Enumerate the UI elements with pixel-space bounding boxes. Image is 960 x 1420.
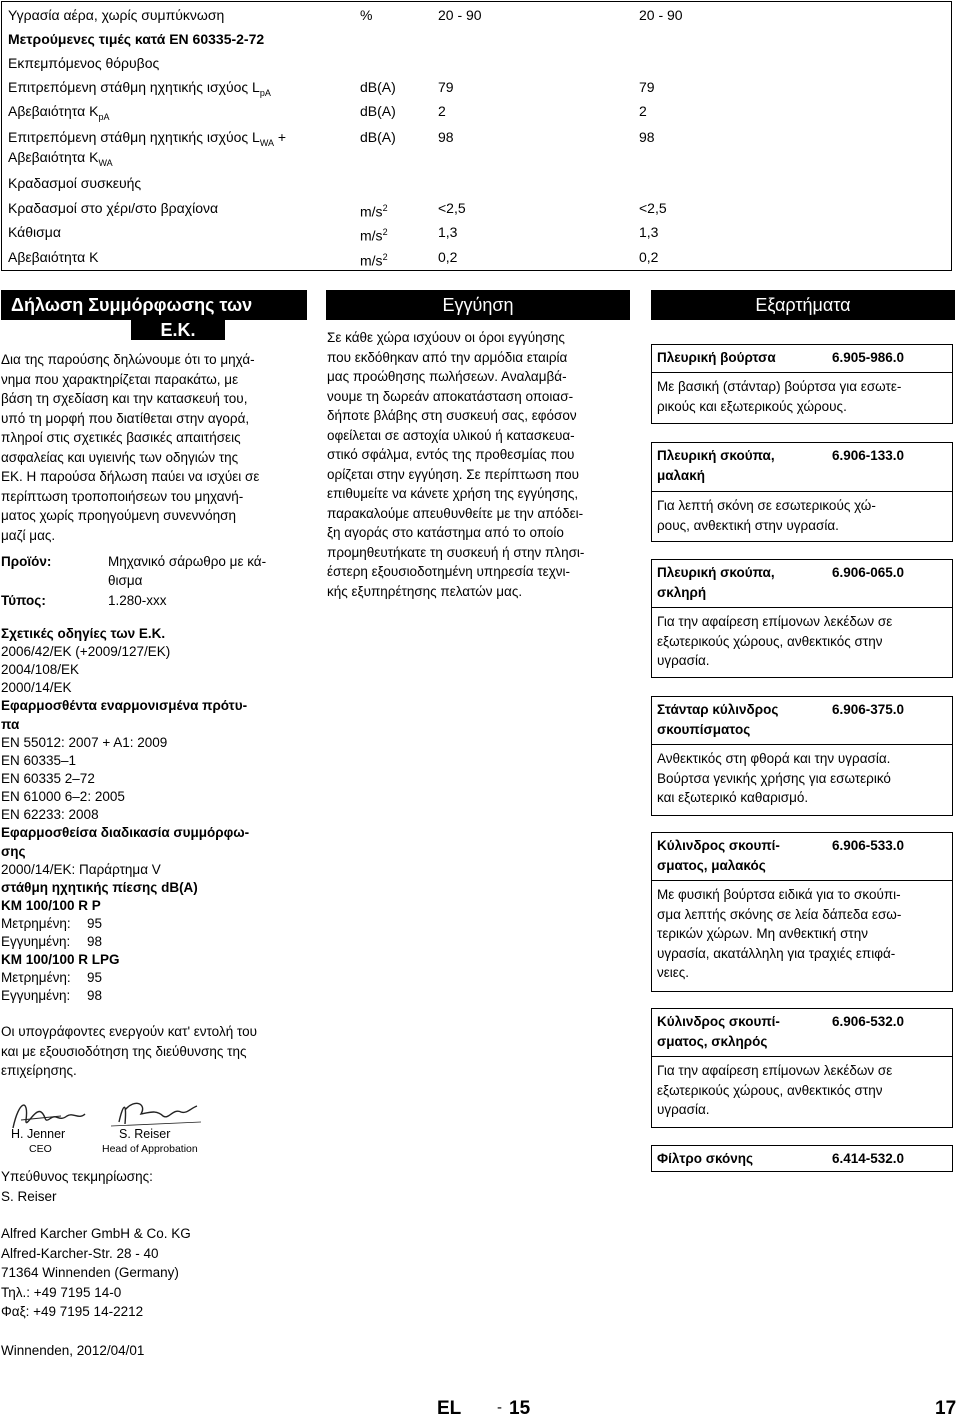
spec-unit: %	[360, 7, 373, 23]
accessory-description: Για την αφαίρεση επίμονων λεκέδων σε εξωτερικούς χώρους, ανθεκτικός στην υγρασία.	[657, 614, 893, 668]
accessory-description: Με βασική (στάνταρ) βούρτσα για εσωτε- ρικούς και εξωτερικούς χώρους.	[657, 379, 902, 414]
accessories-title: Εξαρτήματα	[651, 290, 955, 320]
standards-title-line2: πα	[1, 717, 20, 732]
place-date: Winnenden, 2012/04/01	[1, 1343, 145, 1358]
divider	[652, 372, 952, 373]
divider	[652, 880, 952, 881]
declaration-title: Δήλωση Συμμόρφωσης των	[1, 290, 307, 320]
directive: 2004/108/ΕΚ	[1, 662, 80, 677]
accessory-description: Με φυσική βούρτσα ειδικά για το σκούπι- σμα λεπτής σκόνης σε λεία δάπεδα εσω- τερικών χώρων. Μη ανθεκτική στην υγρασία, ακατάλληλη για τραχιές επιφά- νειες.	[657, 887, 902, 980]
standard: EN 60335 2–72	[1, 771, 95, 786]
procedure: 2000/14/ΕΚ: Παράρτημα V	[1, 862, 161, 877]
spec-label: Αβεβαιότητα $K_{WA}$	[8, 149, 113, 168]
spec-label: Υγρασία αέρα, χωρίς συμπύκνωση	[8, 7, 225, 23]
warranty-body: Σε κάθε χώρα ισχύουν οι όροι εγγύησης που εκδόθηκαν από την αρμόδια εταιρία μας προώθησης πωλήσεων. Αναλαμβά- νουμε τη δωρεάν αποκατάσταση οποιασ- δήποτε βλάβης στη συσκευή σας, εφόσον οφείλεται σε αστοχία υλικού ή κατασκευα- στικό σφάλμα, εντός της προθεσμίας που ορίζεται στην εγγύηση. Σε περίπτωση που επιθυμείτε να κάνετε χρήση της εγγύησης, παρακαλούμε απευθυνθείτε με την απόδει- ξη αγοράς στο κατάστημα από το οποίο προμηθευτήκατε τη συσκευή ή στην πλησι- έστερη εξουσιοδοτημένη υπηρεσία τεχνι- κής εξυπηρέτησης πελατών μας.	[327, 330, 585, 599]
product-info: Προϊόν: Μηχανικό σάρωθρο με κά- θισμα Τύπος: 1.280-xxx	[1, 554, 267, 608]
doc-responsible: Υπεύθυνος τεκμηρίωσης: S. Reiser	[1, 1169, 153, 1204]
standards-title: Εφαρμοσθέντα εναρμονισμένα πρότυ-	[1, 698, 248, 713]
accessory-number: 6.906-533.0	[832, 838, 905, 853]
accessory-number: 6.906-133.0	[832, 448, 905, 463]
accessory-name: Κύλινδρος σκουπί- σματος, μαλακός	[657, 838, 780, 873]
spec-label: Επιτρεπόμενη στάθμη ηχητικής ισχύος $L_{pA}$	[8, 79, 271, 98]
accessory-item	[651, 1145, 953, 1172]
declaration-body: Δια της παρούσης δηλώνουμε ότι το μηχά- νημα που χαρακτηρίζεται παρακάτω, με βάση τη σχεδίαση και την κατασκευή του, υπό τη μορφή που διατίθεται στην αγορά, πληροί στις σχετικές βασικές απαιτήσεις ασφαλείας και υγιεινής των οδηγιών της ΕΚ. Η παρούσα δήλωση παύει να ισχύει σε περίπτωση τροποποιήσεων του μηχανή- ματος χωρίς προηγούμενη συνεννόηση μαζί μας.	[1, 352, 260, 543]
accessory-item	[651, 559, 953, 678]
directive: 2000/14/ΕΚ	[1, 680, 72, 695]
guaranteed-value: Εγγυημένη: 98	[1, 934, 103, 949]
specs-table: Υγρασία αέρα, χωρίς συμπύκνωση % 20 - 90 20 - 90 Μετρούμενες τιμές κατά EN 60335-2-72 Εκπεμπόμενος θόρυβος Επιτρεπόμενη στάθμη ηχητικής ισχύος $L_{pA}$ dB(A) 79 79 Αβεβαιότητα $K_{pA}$ dB(A) 2 2 Επιτρεπόμενη στάθμη ηχητικής ισχύος $L_{WA}$ + dB(A) 98 98 Αβεβαιότητα $K_{WA}$ Κραδασμοί συσκευής Κραδασμοί στο χέρι/στο βραχίονα $m/s^2$ <2,5 <2,5 Κάθισμα $m/s^2$ 1,3 1,3 Αβεβαιότητα K $m/s^2$ 0,2 0,2	[1, 1, 952, 271]
accessory-description: Ανθεκτικός στη φθορά και την υγρασία. Βούρτσα γενικής χρήσης για εσωτερικό και εξωτερικό καθαρισμό.	[657, 751, 891, 805]
footer-page-local: 15	[509, 1398, 531, 1419]
accessory-description: Για την αφαίρεση επίμονων λεκέδων σε εξωτερικούς χώρους, ανθεκτικός στην υγρασία.	[657, 1063, 893, 1117]
footer-dash: -	[497, 1399, 502, 1416]
accessory-name: Πλευρική βούρτσα	[657, 350, 776, 365]
divider	[652, 1056, 952, 1057]
measured-value: Μετρημένη: 95	[1, 916, 103, 931]
directives-title: Σχετικές οδηγίες των Ε.Κ.	[1, 626, 166, 641]
accessory-item	[651, 1008, 953, 1128]
standard: EN 62233: 2008	[1, 807, 99, 822]
footer-language: EL	[437, 1398, 462, 1419]
accessory-number: 6.906-375.0	[832, 702, 905, 717]
sound-title: στάθμη ηχητικής πίεσης dB(A)	[1, 880, 198, 895]
spec-value-2: 20 - 90	[639, 7, 683, 23]
standard: EN 60335–1	[1, 753, 77, 768]
accessory-item	[651, 442, 953, 542]
spec-label: Αβεβαιότητα $K_{pA}$	[8, 103, 110, 122]
company-address: Alfred Karcher GmbH & Co. KG Alfred-Karcher-Str. 28 - 40 71364 Winnenden (Germany) Τηλ.: +49 7195 14-0 Φαξ: +49 7195 14-2212	[1, 1226, 191, 1319]
accessory-item	[651, 696, 953, 816]
accessory-item	[651, 832, 953, 992]
accessory-name: Στάνταρ κύλινδρος σκουπίσματος	[657, 702, 779, 737]
guaranteed-value: Εγγυημένη: 98	[1, 988, 103, 1003]
divider	[652, 744, 952, 745]
procedure-title-line2: σης	[1, 844, 26, 859]
model-name: KM 100/100 R LPG	[1, 952, 120, 967]
directive: 2006/42/ΕΚ (+2009/127/ΕΚ)	[1, 644, 171, 659]
accessory-number: 6.906-065.0	[832, 565, 905, 580]
accessory-name: Φίλτρο σκόνης	[657, 1151, 754, 1166]
standard: EN 55012: 2007 + A1: 2009	[1, 735, 168, 750]
accessory-name: Πλευρική σκούπα, μαλακή	[657, 448, 775, 483]
procedure-title: Εφαρμοσθείσα διαδικασία συμμόρφω-	[1, 825, 250, 840]
footer-page-number: 17	[935, 1398, 957, 1419]
spec-label: Επιτρεπόμενη στάθμη ηχητικής ισχύος $L_{WA}$ +	[8, 129, 287, 148]
signature-block: H. Jenner CEO S. Reiser Head of Approbation	[1, 1090, 221, 1160]
accessory-name: Κύλινδρος σκουπί- σματος, σκληρός	[657, 1014, 780, 1049]
signers-text: Οι υπογράφοντες ενεργούν κατ' εντολή του και με εξουσιοδότηση της διεύθυνσης της επιχείρησης.	[1, 1024, 257, 1078]
spec-value-1: 20 - 90	[438, 7, 482, 23]
accessory-description: Για λεπτή σκόνη σε εσωτερικούς χώ- ρους, ανθεκτική στην υγρασία.	[657, 498, 876, 533]
divider	[652, 491, 952, 492]
divider	[652, 607, 952, 608]
accessory-number: 6.414-532.0	[832, 1151, 905, 1166]
accessory-item	[651, 344, 953, 424]
declaration-title-line2: Ε.Κ.	[131, 320, 225, 340]
accessory-number: 6.906-532.0	[832, 1014, 905, 1029]
accessory-name: Πλευρική σκούπα, σκληρή	[657, 565, 775, 600]
model-name: KM 100/100 R P	[1, 898, 101, 913]
accessory-number: 6.905-986.0	[832, 350, 905, 365]
standard: EN 61000 6–2: 2005	[1, 789, 125, 804]
measured-value: Μετρημένη: 95	[1, 970, 103, 985]
warranty-title: Εγγύηση	[326, 290, 630, 320]
